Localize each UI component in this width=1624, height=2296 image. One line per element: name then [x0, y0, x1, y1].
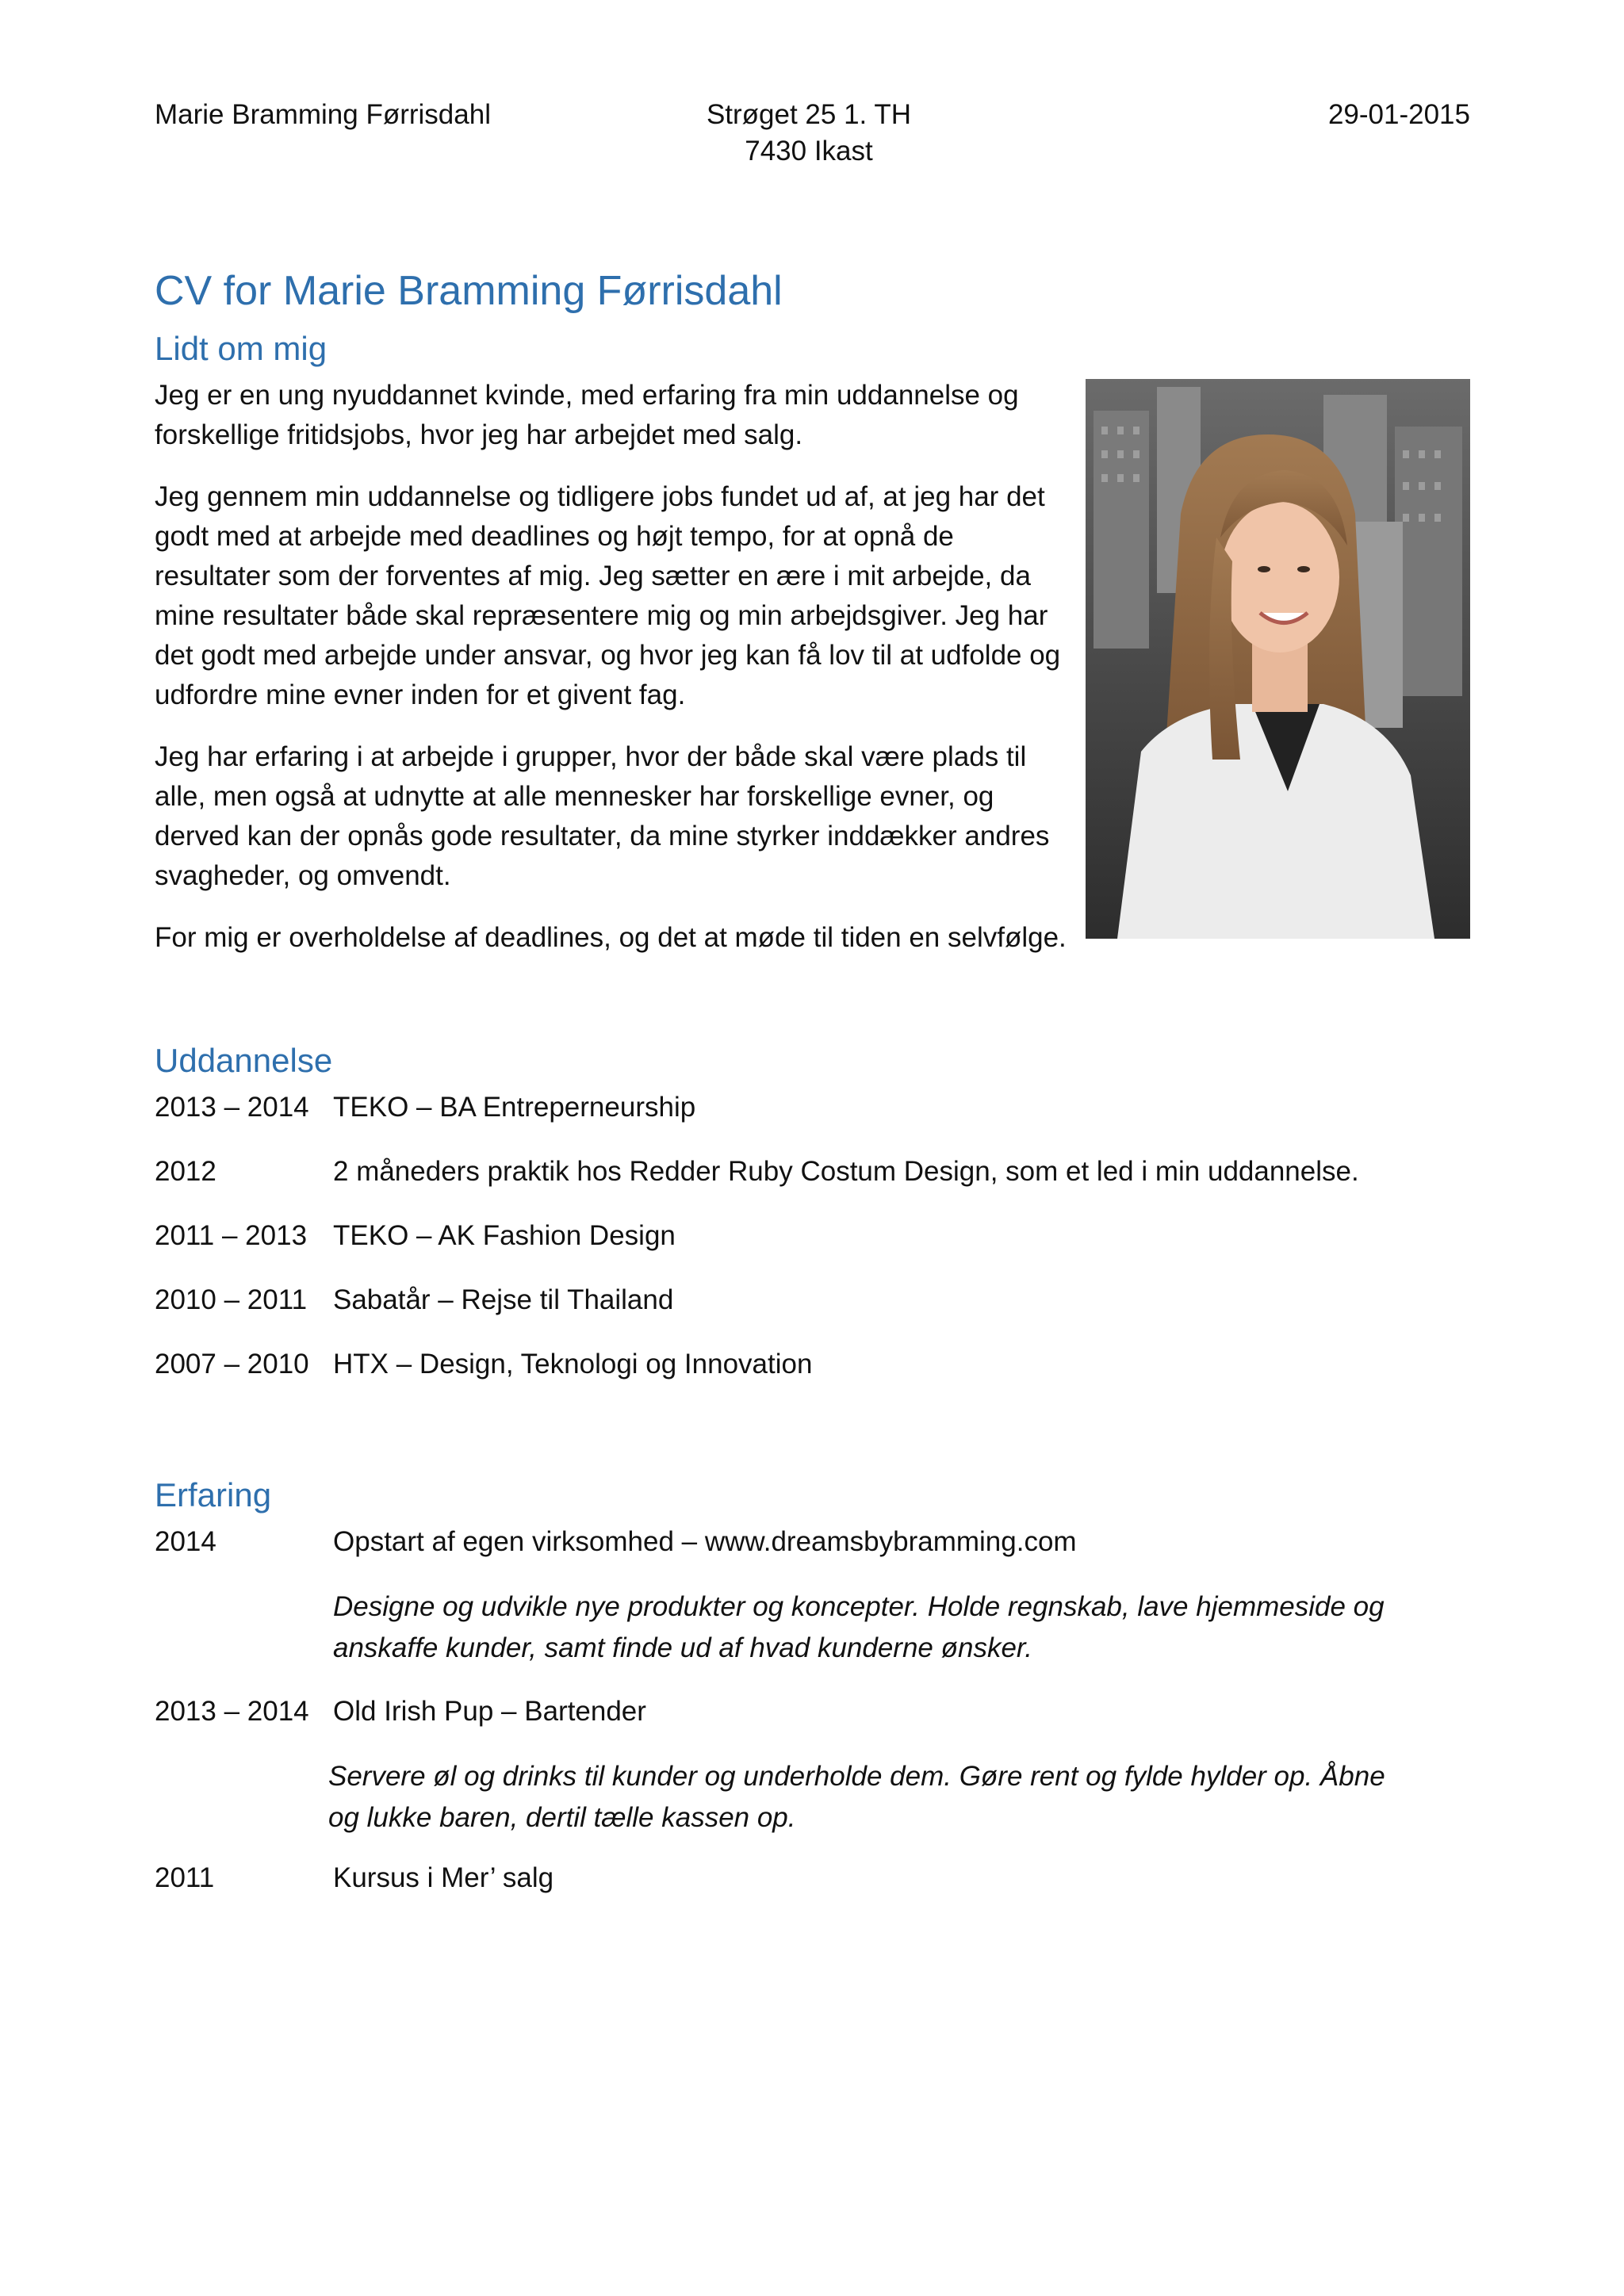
education-year: 2007 – 2010 [155, 1349, 309, 1380]
about-paragraph: Jeg gennem min uddannelse og tidligere jobs fundet ud af, at jeg har det godt med at arbejde med deadlines og højt tempo, for at opnå de resultater som der forventes af mig. Jeg sætter en ære i mit arbejde, da mine resultater både skal repræsentere mig og min arbejdsgiver. Jeg har det godt med arbejde under ansvar, og hvor jeg kan få lov til at udfolde og udfordre mine evner inden for et givent fag. [155, 481, 1061, 710]
education-year: 2012 [155, 1156, 216, 1187]
experience-text: Old Irish Pup – Bartender [333, 1696, 646, 1727]
education-text: TEKO – AK Fashion Design [333, 1220, 676, 1251]
address-line-2: 7430 Ikast [745, 136, 873, 166]
education-text: TEKO – BA Entreperneurship [333, 1092, 696, 1123]
address-line-1: Strøget 25 1. TH [706, 99, 912, 130]
education-year: 2011 – 2013 [155, 1220, 308, 1251]
experience-heading: Erfaring [155, 1476, 272, 1513]
education-year: 2013 – 2014 [155, 1092, 309, 1123]
profile-photo [1086, 379, 1470, 939]
header-name: Marie Bramming Førrisdahl [155, 99, 491, 130]
experience-text: Kursus i Mer’ salg [333, 1862, 554, 1893]
header-address [650, 97, 967, 170]
education-year: 2010 – 2011 [155, 1284, 308, 1315]
experience-description: Designe og udvikle nye produkter og koncepter. Holde regnskab, lave hjemmeside og anskaffe kunder, samt finde ud af hvad kunderne ønsker. [333, 1591, 1385, 1663]
about-paragraph: For mig er overholdelse af deadlines, og det at møde til tiden en selvfølge. [155, 922, 1067, 953]
about-paragraph: Jeg er en ung nyuddannet kvinde, med erfaring fra min uddannelse og forskellige fritidsjobs, hvor jeg har arbejdet med salg. [155, 380, 1019, 450]
experience-text: Opstart af egen virksomhed – www.dreamsbybramming.com [333, 1526, 1077, 1557]
experience-year: 2014 [155, 1526, 216, 1557]
page-title: CV for Marie Bramming Førrisdahl [155, 268, 783, 314]
about-paragraph: Jeg har erfaring i at arbejde i grupper, hvor der både skal være plads til alle, men også at udnytte at alle mennesker har forskellige evner, og derved kan der opnås gode resultater, da mine styrker inddækker andres svagheder, og omvendt. [155, 741, 1050, 891]
header-date: 29-01-2015 [1327, 99, 1470, 130]
education-heading: Uddannelse [155, 1042, 333, 1079]
experience-year: 2011 [155, 1862, 215, 1893]
education-text: Sabatår – Rejse til Thailand [333, 1284, 674, 1315]
about-text [155, 376, 1074, 980]
education-text: 2 måneders praktik hos Redder Ruby Costum Design, som et led i min uddannelse. [333, 1156, 1359, 1187]
experience-year: 2013 – 2014 [155, 1696, 309, 1727]
education-text: HTX – Design, Teknologi og Innovation [333, 1349, 813, 1380]
experience-description: Servere øl og drinks til kunder og underholde dem. Gøre rent og fylde hylder op. Åbne og lukke baren, dertil tælle kassen op. [328, 1761, 1385, 1833]
about-heading: Lidt om mig [155, 330, 327, 367]
